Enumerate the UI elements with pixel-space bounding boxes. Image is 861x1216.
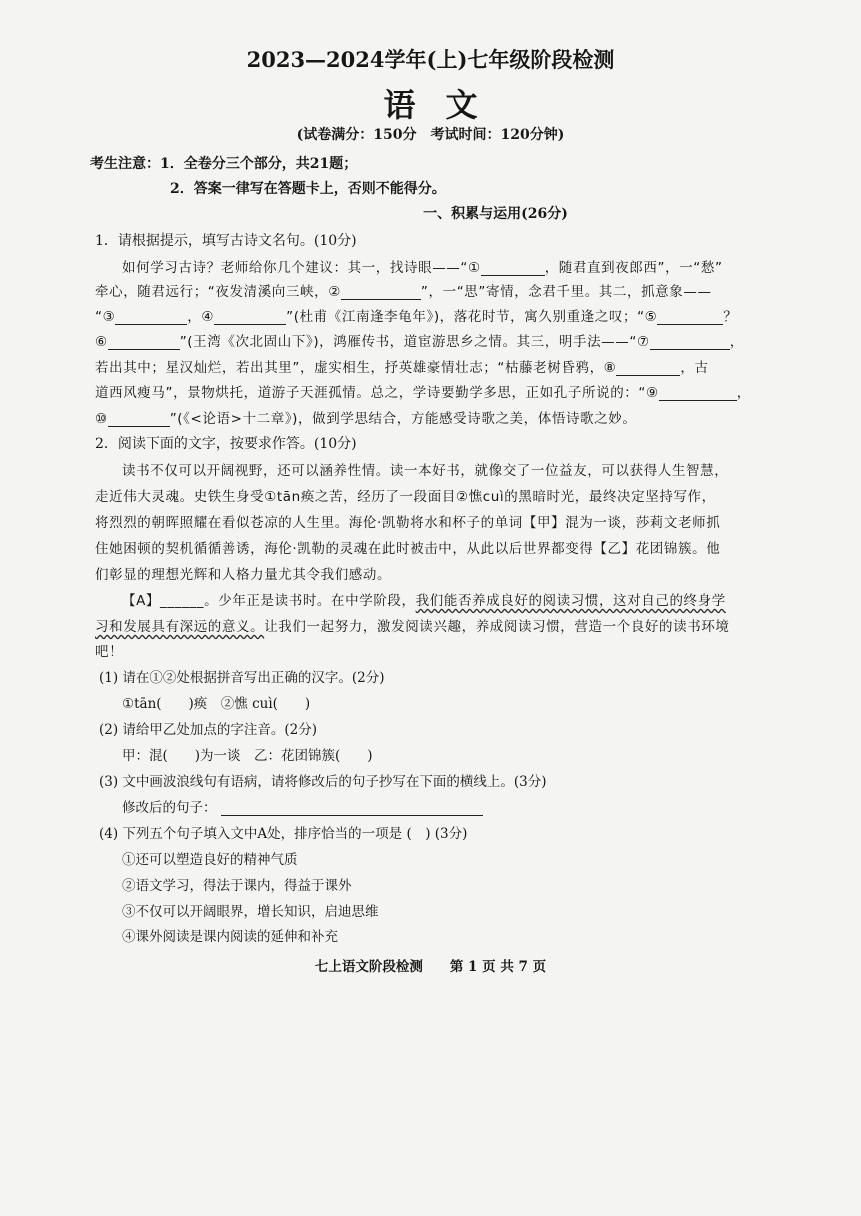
answer-blank-8[interactable] (616, 361, 680, 376)
q1-text: “③ (95, 309, 116, 325)
q1-line-5 (95, 356, 709, 376)
passage-line-3: 将烈烈的朝晖照耀在看似苍凉的人生里。海伦·凯勒将水和杯子的单词【甲】混为一谈，莎莉文老师抓 (95, 515, 721, 531)
answer-blank-5[interactable] (657, 310, 723, 325)
passage-line-4: 住她困顿的契机循循善诱，海伦·凯勒的灵魂在此时被击中，从此以后世界都变得【乙】花团锦簇。他 (95, 541, 721, 557)
question-1-heading: 1．请根据提示，填写古诗文名句。(10分) (95, 233, 357, 249)
option-3: ③不仅可以开阔眼界，增长知识，启迪思维 (122, 904, 379, 920)
notice-line-1 (90, 153, 357, 173)
subquestion-4: (4) 下列五个句子填入文中A处，排序恰当的一项是 ( ) (3分) (99, 826, 468, 842)
q1-text: ”，一“思”寄情，念君千里。其二，抓意象—— (420, 284, 712, 300)
q1-text: ”(王湾《次北固山下》)，鸿雁传书，道宦游思乡之情。其三，明手法——“⑦ (179, 334, 650, 350)
subquestion-1-answer[interactable]: ①tān( )痪 ②憔 cuì( ) (122, 696, 311, 712)
answer-blank-7[interactable] (650, 335, 730, 350)
subject-title: 语文 (383, 86, 508, 124)
page-footer: 七上语文阶段检测 第 1 页 共 7 页 (314, 959, 547, 975)
q1-text: ，古 (680, 360, 709, 376)
q1-text: 牵心，随君远行；“夜发清溪向三峡，② (95, 284, 341, 300)
q1-text: ，④ (187, 309, 215, 325)
answer-blank-4[interactable] (214, 310, 286, 325)
q1-line-3 (95, 305, 738, 325)
wavy-sentence: 习和发展具有深远的意义。 (95, 619, 265, 635)
option-4: ④课外阅读是课内阅读的延伸和补充 (122, 929, 338, 945)
passage-line-8: 吧！ (95, 644, 124, 660)
revised-sentence-line[interactable] (221, 801, 483, 816)
option-2: ②语文学习，得法于课内，得益于课外 (122, 878, 352, 894)
passage-text: 让我们一起努力，激发阅读兴趣，养成阅读习惯，营造一个良好的读书环境 (264, 619, 730, 635)
q1-line-7 (95, 407, 636, 427)
exam-meta: (试卷满分：150分 考试时间：120分钟) (296, 127, 565, 143)
q1-line-2 (95, 280, 712, 300)
passage-line-7 (95, 615, 730, 635)
notice-label: 考生注意： (90, 156, 160, 172)
q1-line-6 (95, 381, 751, 401)
q1-line-4 (95, 330, 744, 350)
q1-text: ，随君直到夜郎西”，一“愁” (544, 260, 723, 276)
option-1: ①还可以塑造良好的精神气质 (122, 852, 298, 868)
subquestion-2-answer[interactable]: 甲：混( )为一谈 乙：花团锦簇( ) (122, 748, 373, 764)
q1-text: ⑩ (95, 411, 108, 427)
passage-line-1: 读书不仅可以开阔视野，还可以涵养性情。读一本好书，就像交了一位益友，可以获得人生智慧， (122, 463, 729, 479)
subquestion-1: (1) 请在①②处根据拼音写出正确的汉字。(2分) (99, 670, 385, 686)
answer-blank-1[interactable] (481, 261, 545, 276)
exam-title: 2023—2024学年(上)七年级阶段检测 (246, 47, 615, 72)
subquestion-3-answer (122, 796, 483, 816)
q1-text: 如何学习古诗？老师给你几个建议：其一，找诗眼——“① (122, 260, 481, 276)
q1-text: ”(杜甫《江南逢李龟年》)，落花时节，寓久别重逢之叹；“⑤ (286, 309, 658, 325)
q1-text: ？ (723, 309, 738, 325)
section-heading: 一、积累与运用(26分) (423, 206, 568, 222)
q1-text: 若出其中；星汉灿烂，若出其里”，虚实相生，抒英雄豪情壮志；“枯藤老树昏鸦，⑧ (95, 360, 617, 376)
passage-text: 【A】______。少年正是读书时。在中学阶段， (122, 593, 416, 609)
passage-line-6 (122, 589, 726, 609)
answer-blank-6[interactable] (108, 335, 180, 350)
subquestion-3: (3) 文中画波浪线句有语病，请将修改后的句子抄写在下面的横线上。(3分) (99, 774, 547, 790)
answer-blank-2[interactable] (341, 285, 421, 300)
passage-line-5: 们彰显的理想光辉和人格力量尤其令我们感动。 (95, 567, 392, 583)
answer-blank-9[interactable] (659, 386, 737, 401)
wavy-sentence: 我们能否养成良好的阅读习惯，这对自己的终身学 (415, 593, 726, 609)
q1-text: ， (729, 334, 744, 350)
notice-item-1: 1．全卷分三个部分，共21题； (160, 156, 358, 172)
subquestion-2: (2) 请给甲乙处加点的字注音。(2分) (99, 722, 318, 738)
q1-text: ”(《<论语>十二章》)，做到学思结合，方能感受诗歌之美，体悟诗歌之妙。 (169, 411, 637, 427)
q1-text: 道西风瘦马”，景物烘托，道游子天涯孤情。总之，学诗要勤学多思，正如孔子所说的：“⑨ (95, 385, 659, 401)
answer-blank-10[interactable] (108, 412, 170, 427)
q1-text: ⑥ (95, 334, 108, 350)
q1-line-1 (122, 256, 723, 276)
notice-item-2: 2．答案一律写在答题卡上，否则不能得分。 (170, 181, 446, 197)
answer-blank-3[interactable] (115, 310, 187, 325)
question-2-heading: 2．阅读下面的文字，按要求作答。(10分) (95, 436, 357, 452)
revised-sentence-label: 修改后的句子： (122, 800, 217, 816)
q1-text: ， (736, 385, 751, 401)
passage-line-2: 走近伟大灵魂。史铁生身受①tān痪之苦，经历了一段面目②憔cuì的黑暗时光，最终决定坚持写作， (95, 489, 716, 505)
